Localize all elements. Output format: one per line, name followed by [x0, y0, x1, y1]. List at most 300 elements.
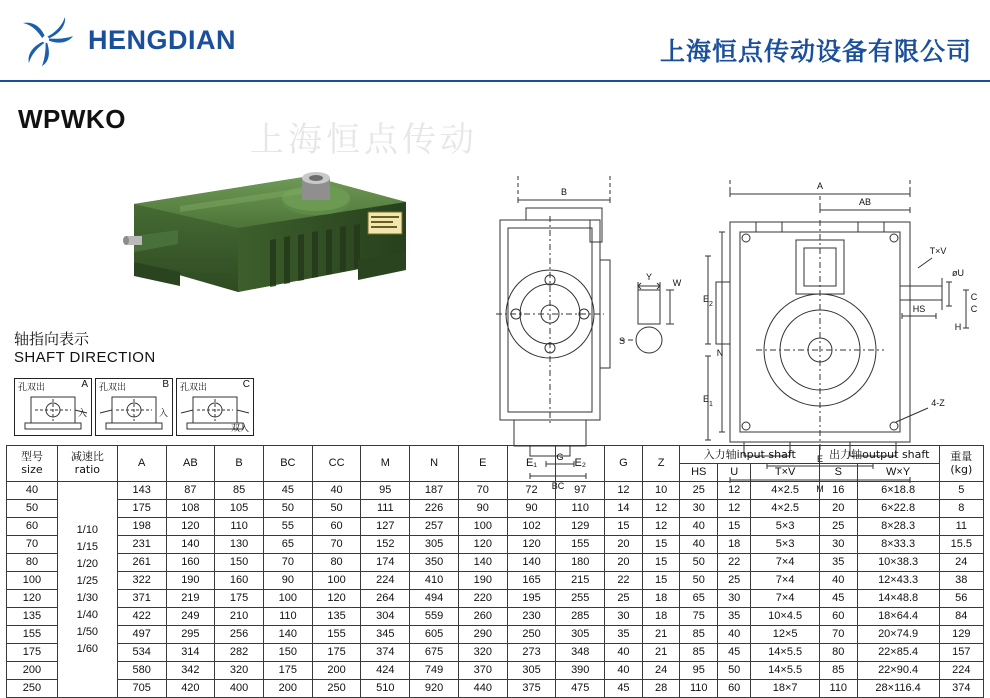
cell-weight: 24: [939, 554, 983, 572]
cell-E₂: 255: [556, 590, 605, 608]
cell-Z: 12: [642, 518, 680, 536]
cell-Z: 15: [642, 554, 680, 572]
cell-TxV: 12×5: [751, 626, 820, 644]
cell-HS: 85: [680, 626, 718, 644]
cell-weight: 8: [939, 500, 983, 518]
cell-HS: 50: [680, 572, 718, 590]
cell-WxY: 28×116.4: [857, 680, 939, 698]
cell-BC: 65: [263, 536, 312, 554]
cell-HS: 40: [680, 518, 718, 536]
cell-G: 30: [605, 608, 643, 626]
cell-HS: 65: [680, 590, 718, 608]
cell-E: 140: [458, 554, 507, 572]
cell-E₁: 140: [507, 554, 556, 572]
cell-Z: 15: [642, 536, 680, 554]
cell-size: 250: [7, 680, 58, 698]
svg-text:T×V: T×V: [929, 246, 947, 256]
shaft-option-c-top-label: 孔双出: [180, 383, 208, 393]
cell-B: 160: [215, 572, 264, 590]
cell-S: 35: [819, 554, 857, 572]
cell-A: 534: [117, 644, 166, 662]
header-weight-cn: 重量: [950, 450, 973, 464]
cell-A: 198: [117, 518, 166, 536]
cell-S: 60: [819, 608, 857, 626]
cell-size: 135: [7, 608, 58, 626]
ratio-value: 1/50: [76, 625, 99, 638]
header-size-cn: 型号: [20, 450, 43, 464]
cell-E: 370: [458, 662, 507, 680]
cell-Z: 24: [642, 662, 680, 680]
cell-WxY: 6×22.8: [857, 500, 939, 518]
cell-A: 322: [117, 572, 166, 590]
cell-E₂: 305: [556, 626, 605, 644]
header-col-BC: BC: [263, 446, 312, 482]
svg-text:BC: BC: [551, 481, 565, 491]
cell-S: 16: [819, 482, 857, 500]
table-row: [7, 518, 984, 536]
cell-A: 175: [117, 500, 166, 518]
ratio-value: 1/40: [76, 608, 99, 621]
header-col-M: M: [361, 446, 410, 482]
header-ratio-cn: 减速比: [70, 450, 104, 464]
cell-E₂: 348: [556, 644, 605, 662]
table-row: [7, 500, 984, 518]
cell-TxV: 14×5.5: [751, 644, 820, 662]
cell-weight: 157: [939, 644, 983, 662]
cell-CC: 70: [312, 536, 361, 554]
cell-AB: 87: [166, 482, 215, 500]
cell-BC: 70: [263, 554, 312, 572]
cell-E₂: 285: [556, 608, 605, 626]
cell-G: 25: [605, 590, 643, 608]
cell-M: 152: [361, 536, 410, 554]
cell-G: 20: [605, 536, 643, 554]
shaft-option-a-top-label: 孔双出: [18, 383, 46, 393]
cell-N: 226: [410, 500, 459, 518]
table-row: [7, 590, 984, 608]
svg-text:1: 1: [709, 401, 713, 408]
shaft-option-b: [95, 378, 173, 436]
cell-CC: 250: [312, 680, 361, 698]
cell-WxY: 14×48.8: [857, 590, 939, 608]
cell-CC: 100: [312, 572, 361, 590]
brand-logo: [18, 12, 236, 68]
cell-B: 320: [215, 662, 264, 680]
table-row: [7, 644, 984, 662]
svg-text:2: 2: [709, 301, 713, 308]
cell-Z: 18: [642, 608, 680, 626]
cell-weight: 38: [939, 572, 983, 590]
cell-A: 580: [117, 662, 166, 680]
header-weight-unit: (kg): [950, 462, 973, 476]
cell-CC: 175: [312, 644, 361, 662]
cell-A: 371: [117, 590, 166, 608]
cell-E₁: 120: [507, 536, 556, 554]
svg-text:HS: HS: [912, 304, 926, 314]
cell-AB: 249: [166, 608, 215, 626]
svg-text:øU: øU: [952, 268, 964, 278]
cell-weight: 15.5: [939, 536, 983, 554]
cell-HS: 50: [680, 554, 718, 572]
cell-S: 70: [819, 626, 857, 644]
header-size: [7, 446, 58, 482]
cell-A: 261: [117, 554, 166, 572]
cell-S: 80: [819, 644, 857, 662]
cell-E₂: 155: [556, 536, 605, 554]
cell-E: 290: [458, 626, 507, 644]
cell-ratio-list: [57, 482, 117, 698]
table-row: [7, 608, 984, 626]
cell-B: 210: [215, 608, 264, 626]
cell-TxV: 4×2.5: [751, 500, 820, 518]
cell-Z: 21: [642, 644, 680, 662]
cell-TxV: 5×3: [751, 536, 820, 554]
shaft-direction-options: [14, 378, 254, 436]
cell-WxY: 12×43.3: [857, 572, 939, 590]
cell-U: 15: [718, 518, 751, 536]
cell-N: 305: [410, 536, 459, 554]
cell-S: 30: [819, 536, 857, 554]
cell-E: 70: [458, 482, 507, 500]
cell-M: 424: [361, 662, 410, 680]
cell-M: 374: [361, 644, 410, 662]
cell-E₁: 72: [507, 482, 556, 500]
header-ratio: [57, 446, 117, 482]
header-ratio-en: ratio: [74, 462, 101, 476]
cell-S: 85: [819, 662, 857, 680]
cell-HS: 40: [680, 536, 718, 554]
cell-TxV: 7×4: [751, 554, 820, 572]
cell-CC: 200: [312, 662, 361, 680]
table-row: [7, 536, 984, 554]
cell-S: 25: [819, 518, 857, 536]
table-row: [7, 680, 984, 698]
svg-text:C: C: [970, 292, 978, 302]
cell-AB: 342: [166, 662, 215, 680]
cell-E₁: 305: [507, 662, 556, 680]
svg-text:B: B: [560, 187, 568, 197]
spec-table: [6, 445, 984, 698]
cell-N: 749: [410, 662, 459, 680]
cell-weight: 11: [939, 518, 983, 536]
cell-size: 70: [7, 536, 58, 554]
header-col-U: U: [718, 464, 751, 482]
ratio-value: 1/60: [76, 642, 99, 655]
cell-E₂: 110: [556, 500, 605, 518]
cell-E₂: 97: [556, 482, 605, 500]
ratio-value: 1/15: [76, 540, 99, 553]
shaft-option-b-letter: B: [162, 379, 169, 390]
svg-text:E: E: [816, 454, 824, 464]
cell-AB: 420: [166, 680, 215, 698]
cell-weight: 56: [939, 590, 983, 608]
cell-size: 175: [7, 644, 58, 662]
cell-HS: 95: [680, 662, 718, 680]
svg-text:AB: AB: [858, 197, 872, 207]
cell-HS: 30: [680, 500, 718, 518]
shaft-option-a-side-label: 入: [77, 409, 87, 419]
header-col-G: G: [605, 446, 643, 482]
cell-N: 494: [410, 590, 459, 608]
cell-S: 110: [819, 680, 857, 698]
cell-E₁: 90: [507, 500, 556, 518]
cell-E: 100: [458, 518, 507, 536]
cell-size: 100: [7, 572, 58, 590]
header-col-S: S: [819, 464, 857, 482]
table-row: [7, 626, 984, 644]
shaft-option-c: [176, 378, 254, 436]
cell-WxY: 8×28.3: [857, 518, 939, 536]
svg-text:W: W: [672, 278, 682, 288]
header-size-en: size: [21, 462, 43, 476]
svg-text:E: E: [702, 294, 710, 304]
cell-Z: 12: [642, 500, 680, 518]
svg-text:H: H: [954, 322, 962, 332]
cell-E₁: 250: [507, 626, 556, 644]
header-input-shaft-group: 入力轴input shaft: [680, 446, 820, 464]
cell-E₁: 375: [507, 680, 556, 698]
cell-WxY: 10×38.3: [857, 554, 939, 572]
cell-HS: 25: [680, 482, 718, 500]
table-row: [7, 554, 984, 572]
cell-M: 95: [361, 482, 410, 500]
cell-size: 40: [7, 482, 58, 500]
cell-CC: 155: [312, 626, 361, 644]
cell-AB: 219: [166, 590, 215, 608]
cell-BC: 50: [263, 500, 312, 518]
table-row: [7, 662, 984, 680]
cell-size: 155: [7, 626, 58, 644]
cell-A: 705: [117, 680, 166, 698]
cell-U: 25: [718, 572, 751, 590]
cell-B: 400: [215, 680, 264, 698]
header-col-AB: AB: [166, 446, 215, 482]
cell-AB: 295: [166, 626, 215, 644]
svg-text:N: N: [716, 348, 724, 358]
ratio-value: 1/30: [76, 591, 99, 604]
company-name-cn: 上海恒点传动设备有限公司: [659, 37, 972, 66]
watermark-text: 上海恒点传动: [250, 120, 478, 160]
header-col-CC: CC: [312, 446, 361, 482]
cell-B: 85: [215, 482, 264, 500]
cell-WxY: 8×33.3: [857, 536, 939, 554]
technical-drawing-side-view: [470, 164, 685, 489]
cell-WxY: 20×74.9: [857, 626, 939, 644]
header-col-WxY: W×Y: [857, 464, 939, 482]
header-col-HS: HS: [680, 464, 718, 482]
cell-Z: 21: [642, 626, 680, 644]
cell-Z: 15: [642, 572, 680, 590]
cell-HS: 110: [680, 680, 718, 698]
cell-N: 559: [410, 608, 459, 626]
cell-E: 120: [458, 536, 507, 554]
cell-E: 90: [458, 500, 507, 518]
cell-WxY: 22×85.4: [857, 644, 939, 662]
cell-U: 40: [718, 626, 751, 644]
cell-U: 45: [718, 644, 751, 662]
cell-G: 14: [605, 500, 643, 518]
cell-M: 510: [361, 680, 410, 698]
cell-G: 35: [605, 626, 643, 644]
cell-U: 12: [718, 500, 751, 518]
cell-TxV: 14×5.5: [751, 662, 820, 680]
cell-BC: 150: [263, 644, 312, 662]
cell-AB: 140: [166, 536, 215, 554]
cell-size: 50: [7, 500, 58, 518]
cell-S: 45: [819, 590, 857, 608]
cell-M: 127: [361, 518, 410, 536]
cell-G: 40: [605, 644, 643, 662]
cell-G: 15: [605, 518, 643, 536]
cell-U: 30: [718, 590, 751, 608]
cell-weight: 84: [939, 608, 983, 626]
cell-E₂: 390: [556, 662, 605, 680]
table-row: [7, 572, 984, 590]
ratio-value: 1/25: [76, 574, 99, 587]
cell-B: 150: [215, 554, 264, 572]
cell-U: 50: [718, 662, 751, 680]
cell-E₂: 215: [556, 572, 605, 590]
cell-E: 190: [458, 572, 507, 590]
ratio-value: 1/10: [76, 523, 99, 536]
cell-weight: 224: [939, 662, 983, 680]
cell-TxV: 5×3: [751, 518, 820, 536]
shaft-option-a-letter: A: [81, 379, 88, 390]
cell-size: 120: [7, 590, 58, 608]
cell-WxY: 18×64.4: [857, 608, 939, 626]
cell-B: 105: [215, 500, 264, 518]
cell-B: 175: [215, 590, 264, 608]
cell-U: 12: [718, 482, 751, 500]
cell-N: 410: [410, 572, 459, 590]
ratio-value: 1/20: [76, 557, 99, 570]
cell-U: 35: [718, 608, 751, 626]
cell-G: 45: [605, 680, 643, 698]
cell-A: 143: [117, 482, 166, 500]
shaft-direction-label-en: SHAFT DIRECTION: [14, 348, 156, 366]
svg-text:4-Z: 4-Z: [931, 398, 945, 408]
svg-text:A: A: [816, 181, 824, 191]
header-col-E2: E₂: [556, 446, 605, 482]
header-col-Z: Z: [642, 446, 680, 482]
cell-B: 130: [215, 536, 264, 554]
cell-N: 920: [410, 680, 459, 698]
cell-N: 350: [410, 554, 459, 572]
header-col-N: N: [410, 446, 459, 482]
product-photo: [120, 140, 415, 315]
cell-G: 20: [605, 554, 643, 572]
cell-size: 60: [7, 518, 58, 536]
header-col-A: A: [117, 446, 166, 482]
shaft-direction-heading: [14, 330, 156, 368]
cell-size: 80: [7, 554, 58, 572]
cell-AB: 190: [166, 572, 215, 590]
cell-BC: 100: [263, 590, 312, 608]
cell-TxV: 10×4.5: [751, 608, 820, 626]
table-row: [7, 482, 984, 500]
cell-BC: 55: [263, 518, 312, 536]
cell-M: 345: [361, 626, 410, 644]
cell-BC: 45: [263, 482, 312, 500]
svg-text:C: C: [970, 304, 978, 314]
fan-swirl-logo-icon: [18, 12, 74, 68]
cell-G: 40: [605, 662, 643, 680]
cell-A: 497: [117, 626, 166, 644]
cell-AB: 160: [166, 554, 215, 572]
cell-TxV: 18×7: [751, 680, 820, 698]
cell-BC: 110: [263, 608, 312, 626]
header-output-shaft-group: 出力轴output shaft: [819, 446, 939, 464]
table-header-row-1: [7, 446, 984, 464]
cell-WxY: 6×18.8: [857, 482, 939, 500]
cell-M: 111: [361, 500, 410, 518]
cell-N: 187: [410, 482, 459, 500]
cell-B: 110: [215, 518, 264, 536]
cell-A: 231: [117, 536, 166, 554]
cell-M: 174: [361, 554, 410, 572]
cell-BC: 140: [263, 626, 312, 644]
cell-U: 22: [718, 554, 751, 572]
header-col-TxV: T×V: [751, 464, 820, 482]
header-col-E1: E₁: [507, 446, 556, 482]
cell-B: 256: [215, 626, 264, 644]
brand-name-en: HENGDIAN: [88, 24, 237, 55]
cell-E₂: 475: [556, 680, 605, 698]
header-col-B: B: [215, 446, 264, 482]
cell-size: 200: [7, 662, 58, 680]
cell-E₁: 195: [507, 590, 556, 608]
cell-weight: 374: [939, 680, 983, 698]
svg-text:Y: Y: [645, 272, 653, 282]
shaft-option-b-top-label: 孔双出: [99, 383, 127, 393]
cell-E: 320: [458, 644, 507, 662]
cell-G: 12: [605, 482, 643, 500]
cell-AB: 314: [166, 644, 215, 662]
cell-E: 440: [458, 680, 507, 698]
cell-G: 22: [605, 572, 643, 590]
specification-table: [6, 445, 984, 698]
cell-S: 40: [819, 572, 857, 590]
cell-E₁: 230: [507, 608, 556, 626]
header-weight: [939, 446, 983, 482]
cell-N: 605: [410, 626, 459, 644]
cell-U: 18: [718, 536, 751, 554]
cell-CC: 135: [312, 608, 361, 626]
cell-BC: 175: [263, 662, 312, 680]
cell-BC: 200: [263, 680, 312, 698]
cell-E₁: 165: [507, 572, 556, 590]
cell-B: 282: [215, 644, 264, 662]
cell-AB: 120: [166, 518, 215, 536]
cell-CC: 80: [312, 554, 361, 572]
cell-U: 60: [718, 680, 751, 698]
cell-CC: 60: [312, 518, 361, 536]
cell-Z: 28: [642, 680, 680, 698]
svg-text:S: S: [618, 336, 626, 346]
cell-CC: 50: [312, 500, 361, 518]
shaft-option-a: [14, 378, 92, 436]
cell-TxV: 4×2.5: [751, 482, 820, 500]
page-header: [0, 0, 990, 82]
cell-A: 422: [117, 608, 166, 626]
cell-E₁: 273: [507, 644, 556, 662]
cell-BC: 90: [263, 572, 312, 590]
cell-E₁: 102: [507, 518, 556, 536]
cell-N: 257: [410, 518, 459, 536]
cell-TxV: 7×4: [751, 572, 820, 590]
cell-M: 304: [361, 608, 410, 626]
shaft-direction-label-cn: 轴指向表示: [14, 330, 90, 348]
